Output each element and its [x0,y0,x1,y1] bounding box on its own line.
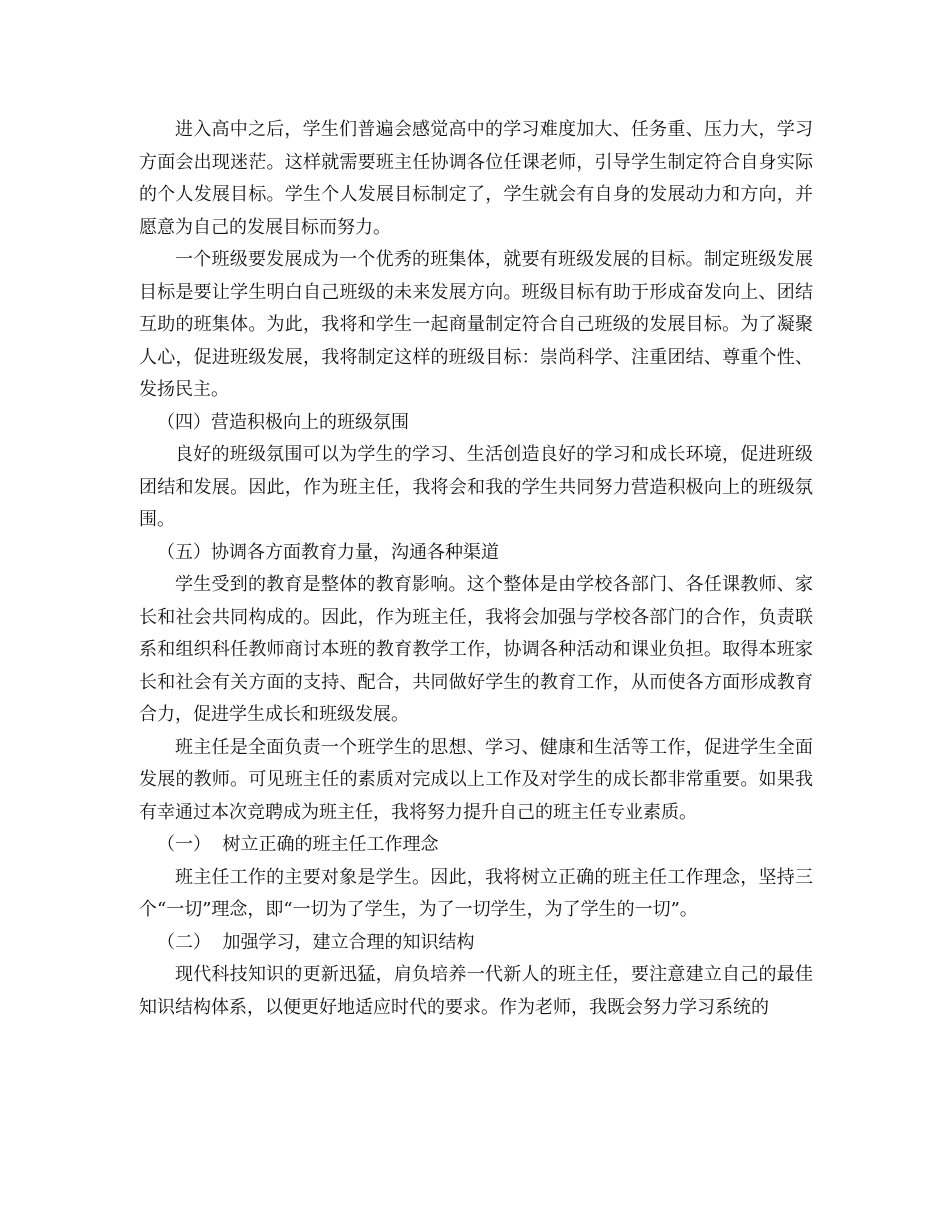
paragraph-atmosphere: 良好的班级氛围可以为学生的学习、生活创造良好的学习和成长环境，促进班级团结和发展。因此，作为班主任，我将会和我的学生共同努力营造积极向上的班级氛围。 [139,444,813,530]
paragraph-coordination: 学生受到的教育是整体的教育影响。这个整体是由学校各部门、各任课教师、家长和社会共同构成的。因此，作为班主任，我将会加强与学校各部门的合作，负责联系和组织科任教师商讨本班的教育教学工作，协调各种活动和课业负担。取得本班家长和社会有关方面的支持、配合，共同做好学生的教育工作，从而使各方面形成教育合力，促进学生成长和班级发展。 [139,574,813,725]
paragraph-goals-personal: 进入高中之后，学生们普遍会感觉高中的学习难度加大、任务重、压力大，学习方面会出现迷茫。这样就需要班主任协调各位任课老师，引导学生制定符合自身实际的个人发展目标。学生个人发展目标制定了，学生就会有自身的发展动力和方向，并愿意为自己的发展目标而努力。 [139,119,813,238]
paragraph-teacher-quality: 班主任是全面负责一个班学生的思想、学习、健康和生活等工作，促进学生全面发展的教师。可见班主任的素质对完成以上工作及对学生的成长都非常重要。如果我有幸通过本次竞聘成为班主任，我将努力提升自己的班主任专业素质。 [139,736,813,823]
section-heading-coordination: （五）协调各方面教育力量，沟通各种渠道 [157,541,499,563]
paragraph-goals-class: 一个班级要发展成为一个优秀的班集体，就要有班级发展的目标。制定班级发展目标是要让学生明白自己班级的未来发展方向。班级目标有助于形成奋发向上、团结互助的班集体。为此，我将和学生一起商量制定符合自己班级的发展目标。为了凝聚人心，促进班级发展，我将制定这样的班级目标：崇尚科学、注重团结、尊重个性、发扬民主。 [139,249,813,400]
section-heading-learning: （二） 加强学习，建立合理的知识结构 [157,931,475,953]
section-heading-atmosphere: （四）营造积极向上的班级氛围 [157,411,409,433]
section-heading-philosophy: （一） 树立正确的班主任工作理念 [157,834,439,855]
paragraph-learning: 现代科技知识的更新迅猛，肩负培养一代新人的班主任，要注意建立自己的最佳知识结构体系，以便更好地适应时代的要求。作为老师，我既会努力学习系统的 [139,964,813,1018]
document-body [139,114,813,1024]
paragraph-philosophy: 班主任工作的主要对象是学生。因此，我将树立正确的班主任工作理念，坚持三个“一切”理念，即“一切为了学生，为了一切学生，为了学生的一切”。 [139,866,813,920]
